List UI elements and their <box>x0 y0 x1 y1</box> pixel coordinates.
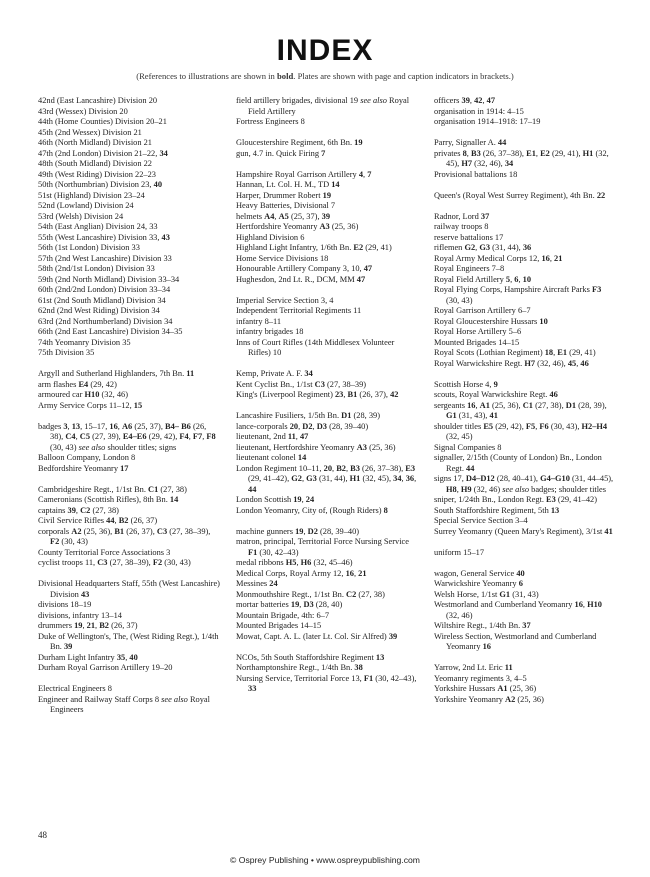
index-entry: 52nd (Lowland) Division 24 <box>38 201 134 210</box>
index-entry: 66th (2nd East Lancashire) Division 34–35 <box>38 327 183 336</box>
index-letter-gap <box>236 128 418 139</box>
index-entry: lieutenant colonel 14 <box>236 453 307 462</box>
index-entry: Royal Engineers 7–8 <box>434 264 505 273</box>
index-entry: field artillery brigades, divisional 19 see also Royal Field Artillery <box>236 96 410 116</box>
index-letter-gap <box>236 159 418 170</box>
index-entry: lance-corporals 20, D2, D3 (28, 39–40) <box>236 421 369 431</box>
index-entry: Messines 24 <box>236 579 278 588</box>
index-entry: Westmorland and Cumberland Yeomanry 16, H10 (32, 46) <box>434 600 602 620</box>
index-letter-gap <box>38 674 220 685</box>
index-entry: organisation in 1914: 4–15 <box>434 106 524 116</box>
index-entry: Highland Division 6 <box>236 232 305 242</box>
index-entry: South Staffordshire Regiment, 5th 13 <box>434 505 560 515</box>
index-entry: London Yeomanry, City of, (Rough Riders) 8 <box>236 505 388 515</box>
index-entry: gun, 4.7 in. Quick Firing 7 <box>236 148 326 158</box>
index-letter-gap <box>434 180 616 191</box>
index-letter-gap <box>434 558 616 569</box>
index-entry: Divisional Headquarters Staff, 55th (West Lancashire) Division 43 <box>38 579 220 599</box>
index-entry: Kent Cyclist Bn., 1/1st C3 (27, 38–39) <box>236 379 367 389</box>
index-entry: NCOs, 5th South Staffordshire Regiment 13 <box>236 652 385 662</box>
index-entry: 45th (2nd Wessex) Division 21 <box>38 127 142 137</box>
index-entry: railway troops 8 <box>434 222 489 231</box>
index-entry: divisions 18–19 <box>38 600 92 609</box>
index-entry: 59th (2nd North Midland) Division 33–34 <box>38 274 180 284</box>
index-entry: 49th (West Riding) Division 22–23 <box>38 169 156 179</box>
index-entry: reserve battalions 17 <box>434 232 504 242</box>
index-entry: 63rd (2nd Northumberland) Division 34 <box>38 316 173 326</box>
index-entry: Heavy Batteries, Divisional 7 <box>236 201 336 210</box>
index-entry: Parry, Signaller A. 44 <box>434 138 507 147</box>
index-entry: Imperial Service Section 3, 4 <box>236 295 334 305</box>
index-entry: Mounted Brigades 14–15 <box>434 337 520 347</box>
index-entry: 62nd (2nd West Riding) Division 34 <box>38 306 160 315</box>
index-entry: Independent Territorial Regiments 11 <box>236 306 362 315</box>
index-letter-gap <box>434 369 616 380</box>
index-entry: 50th (Northumbrian) Division 23, 40 <box>38 180 162 189</box>
index-entry: arm flashes E4 (29, 42) <box>38 379 117 389</box>
index-entry: scouts, Royal Warwickshire Regt. 46 <box>434 390 558 399</box>
index-entry: Wiltshire Regt., 1/4th Bn. 37 <box>434 621 531 630</box>
index-entry: 51st (Highland) Division 23–24 <box>38 190 145 200</box>
index-entry: 60th (2nd/2nd London) Division 33–34 <box>38 285 171 294</box>
index-entry: Hannan, Lt. Col. H. M., TD 14 <box>236 180 340 189</box>
index-entry: Durham Light Infantry 35, 40 <box>38 652 138 662</box>
index-entry: Harper, Drummer Robert 19 <box>236 190 332 200</box>
index-entry: 48th (South Midland) Division 22 <box>38 159 152 168</box>
index-entry: London Scottish 19, 24 <box>236 495 315 504</box>
index-subtitle: (References to illustrations are shown in bold. Plates are shown with page and caption indicators in brackets.) <box>136 71 514 81</box>
index-entry: Bedfordshire Yeomanry 17 <box>38 463 129 473</box>
index-letter-gap <box>236 285 418 296</box>
index-entry: County Territorial Force Associations 3 <box>38 547 171 557</box>
index-entry: 53rd (Welsh) Division 24 <box>38 211 124 221</box>
index-entry: Queen's (Royal West Surrey Regiment), 4th Bn. 22 <box>434 190 606 200</box>
index-column-1 <box>38 96 220 826</box>
index-letter-gap <box>236 401 418 412</box>
index-entry: Balloon Company, London 8 <box>38 453 136 462</box>
index-entry: mortar batteries 19, D3 (28, 40) <box>236 600 343 609</box>
index-entry: Nursing Service, Territorial Force 13, F1 (30, 42–43), 33 <box>236 673 417 693</box>
index-entry: helmets A4, A5 (25, 37), 39 <box>236 211 331 221</box>
index-entry: Argyll and Sutherland Highlanders, 7th Bn. 11 <box>38 369 195 378</box>
index-entry: Fortress Engineers 8 <box>236 117 305 126</box>
index-columns <box>38 96 616 826</box>
index-entry: Civil Service Rifles 44, B2 (26, 37) <box>38 516 158 525</box>
index-entry: 56th (1st London) Division 33 <box>38 243 140 252</box>
index-entry: Army Service Corps 11–12, 15 <box>38 400 143 410</box>
index-entry: Mowat, Capt. A. L. (later Lt. Col. Sir Alfred) 39 <box>236 631 398 641</box>
index-entry: Lancashire Fusiliers, 1/5th Bn. D1 (28, 39) <box>236 411 380 420</box>
page-title: INDEX <box>276 34 374 67</box>
index-entry: officers 39, 42, 47 <box>434 96 496 105</box>
index-entry: sergeants 16, A1 (25, 36), C1 (27, 38), D1 (28, 39), G1 (31, 43), 41 <box>434 400 607 420</box>
index-entry: 75th Division 35 <box>38 348 95 357</box>
index-entry: Royal Garrison Artillery 6–7 <box>434 306 531 315</box>
index-letter-gap <box>434 653 616 664</box>
index-letter-gap <box>38 359 220 370</box>
index-entry: medal ribbons H5, H6 (32, 45–46) <box>236 558 353 567</box>
index-entry: armoured car H10 (32, 46) <box>38 390 129 399</box>
index-entry: riflemen G2, G3 (31, 44), 36 <box>434 243 532 252</box>
index-entry: Royal Army Medical Corps 12, 16, 21 <box>434 253 563 263</box>
index-entry: 43rd (Wessex) Division 20 <box>38 106 128 116</box>
index-entry: badges 3, 13, 15–17, 16, A6 (25, 37), B4– B6 (26, 38), C4, C5 (27, 39), E4–E6 (29, 42), F4, F7, F8 (30, 43) see also shoulder titles; signs <box>38 421 216 452</box>
index-entry: 54th (East Anglian) Division 24, 33 <box>38 222 158 231</box>
index-letter-gap <box>434 537 616 548</box>
index-entry: 57th (2nd West Lancashire) Division 33 <box>38 253 172 263</box>
index-entry: matron, principal, Territorial Force Nursing Service F1 (30, 42–43) <box>236 537 409 557</box>
index-entry: Yorkshire Hussars A1 (25, 36) <box>434 684 537 693</box>
index-entry: Inns of Court Rifles (14th Middlesex Volunteer Rifles) 10 <box>236 337 395 357</box>
index-entry: Medical Corps, Royal Army 12, 16, 21 <box>236 568 367 578</box>
index-entry: uniform 15–17 <box>434 547 485 557</box>
index-entry: Honourable Artillery Company 3, 10, 47 <box>236 264 373 273</box>
index-entry: machine gunners 19, D2 (28, 39–40) <box>236 526 360 536</box>
index-entry: Mountain Brigade, 4th: 6–7 <box>236 610 330 620</box>
index-entry: Yarrow, 2nd Lt. Eric 11 <box>434 663 513 672</box>
index-entry: wagon, General Service 40 <box>434 568 525 578</box>
index-entry: 46th (North Midland) Division 21 <box>38 138 152 147</box>
index-entry: corporals A2 (25, 36), B1 (26, 37), C3 (27, 38–39), F2 (30, 43) <box>38 526 211 546</box>
index-letter-gap <box>236 642 418 653</box>
index-entry: Scottish Horse 4, 9 <box>434 379 498 389</box>
index-entry: Royal Flying Corps, Hampshire Aircraft Parks F3 (30, 43) <box>434 285 602 305</box>
index-letter-gap <box>38 569 220 580</box>
index-entry: organisation 1914–1918: 17–19 <box>434 117 541 126</box>
publisher-footer: © Osprey Publishing • www.ospreypublishing.com <box>230 855 420 865</box>
index-entry: Provisional battalions 18 <box>434 169 518 179</box>
index-entry: Duke of Wellington's, The, (West Riding Regt.), 1/4th Bn. 39 <box>38 631 219 651</box>
index-letter-gap <box>434 201 616 212</box>
index-entry: signs 17, D4–D12 (28, 40–41), G4–G10 (31, 44–45), H8, H9 (32, 46) see also badges; shoulder titles <box>434 474 614 494</box>
index-entry: lieutenant, 2nd 11, 47 <box>236 432 309 441</box>
index-entry: privates 8, B3 (26, 37–38), E1, E2 (29, 41), H1 (32, 45), H7 (32, 46), 34 <box>434 148 609 168</box>
index-entry: lieutenant, Hertfordshire Yeomanry A3 (25, 36) <box>236 442 396 452</box>
index-letter-gap <box>236 359 418 370</box>
index-entry: Hertfordshire Yeomanry A3 (25, 36) <box>236 222 359 231</box>
page-number: 48 <box>38 830 47 840</box>
index-entry: Signal Companies 8 <box>434 442 502 452</box>
index-entry: Radnor, Lord 37 <box>434 211 490 221</box>
index-entry: Electrical Engineers 8 <box>38 684 112 693</box>
index-entry: infantry 8–11 <box>236 316 282 326</box>
index-entry: Monmouthshire Regt., 1/1st Bn. C2 (27, 38) <box>236 589 385 599</box>
index-entry: Highland Light Infantry, 1/6th Bn. E2 (29, 41) <box>236 243 392 252</box>
index-entry: Special Service Section 3–4 <box>434 516 528 525</box>
index-letter-gap <box>434 128 616 139</box>
index-entry: Surrey Yeomanry (Queen Mary's Regiment), 3/1st 41 <box>434 526 613 536</box>
index-entry: infantry brigades 18 <box>236 327 304 336</box>
index-entry: Royal Scots (Lothian Regiment) 18, E1 (29, 41) <box>434 348 596 357</box>
index-entry: King's (Liverpool Regiment) 23, B1 (26, 37), 42 <box>236 390 399 399</box>
index-entry: 61st (2nd South Midland) Division 34 <box>38 295 166 305</box>
index-letter-gap <box>38 474 220 485</box>
index-entry: Royal Warwickshire Regt. H7 (32, 46), 45, 46 <box>434 358 589 368</box>
index-entry: shoulder titles E5 (29, 42), F5, F6 (30, 43), H2–H4 (32, 45) <box>434 421 608 441</box>
index-entry: Hampshire Royal Garrison Artillery 4, 7 <box>236 169 372 179</box>
index-entry: captains 39, C2 (27, 38) <box>38 505 119 515</box>
index-entry: Kemp, Private A. F. 34 <box>236 369 313 378</box>
index-column-3 <box>434 96 616 826</box>
index-entry: Royal Field Artillery 5, 6, 10 <box>434 274 532 284</box>
index-entry: Mounted Brigades 14–15 <box>236 621 322 630</box>
index-entry: 44th (Home Counties) Division 20–21 <box>38 117 167 126</box>
index-entry: divisions, infantry 13–14 <box>38 610 122 620</box>
index-entry: Gloucestershire Regiment, 6th Bn. 19 <box>236 138 363 147</box>
index-entry: Home Service Divisions 18 <box>236 253 329 263</box>
index-entry: 74th Yeomanry Division 35 <box>38 337 131 347</box>
index-entry: 47th (2nd London) Division 21–22, 34 <box>38 148 168 158</box>
index-entry: signaller, 2/15th (County of London) Bn., London Regt. 44 <box>434 453 602 473</box>
index-entry: Durham Royal Garrison Artillery 19–20 <box>38 663 173 672</box>
index-entry: London Regiment 10–11, 20, B2, B3 (26, 37–38), E3 (29, 41–42), G2, G3 (31, 44), H1 (32, 45), 34, 36, 44 <box>236 463 417 494</box>
index-entry: Warwickshire Yeomanry 6 <box>434 579 523 588</box>
index-entry: 55th (West Lancashire) Division 33, 43 <box>38 232 170 242</box>
index-entry: Cambridgeshire Regt., 1/1st Bn. C1 (27, 38) <box>38 484 187 494</box>
index-entry: Royal Horse Artillery 5–6 <box>434 327 522 336</box>
index-entry: Royal Gloucestershire Hussars 10 <box>434 316 548 326</box>
index-entry: Yorkshire Yeomanry A2 (25, 36) <box>434 694 544 704</box>
index-entry: Engineer and Railway Staff Corps 8 see also Royal Engineers <box>38 694 210 714</box>
index-entry: Welsh Horse, 1/1st G1 (31, 43) <box>434 589 539 599</box>
index-entry: 42nd (East Lancashire) Division 20 <box>38 96 158 105</box>
index-entry: Cameronians (Scottish Rifles), 8th Bn. 14 <box>38 495 179 504</box>
index-entry: drummers 19, 21, B2 (26, 37) <box>38 621 138 630</box>
index-entry: cyclist troops 11, C3 (27, 38–39), F2 (30, 43) <box>38 558 191 567</box>
index-entry: Wireless Section, Westmorland and Cumberland Yeomanry 16 <box>434 631 597 651</box>
index-entry: Northamptonshire Regt., 1/4th Bn. 38 <box>236 663 363 672</box>
index-letter-gap <box>38 411 220 422</box>
index-entry: 58th (2nd/1st London) Division 33 <box>38 264 155 273</box>
index-letter-gap <box>236 516 418 527</box>
index-entry: sniper, 1/24th Bn., London Regt. E3 (29, 41–42) <box>434 495 597 504</box>
index-entry: Yeomanry regiments 3, 4–5 <box>434 673 527 683</box>
index-column-2 <box>236 96 418 826</box>
index-entry: Hughesdon, 2nd Lt. R., DCM, MM 47 <box>236 274 366 284</box>
